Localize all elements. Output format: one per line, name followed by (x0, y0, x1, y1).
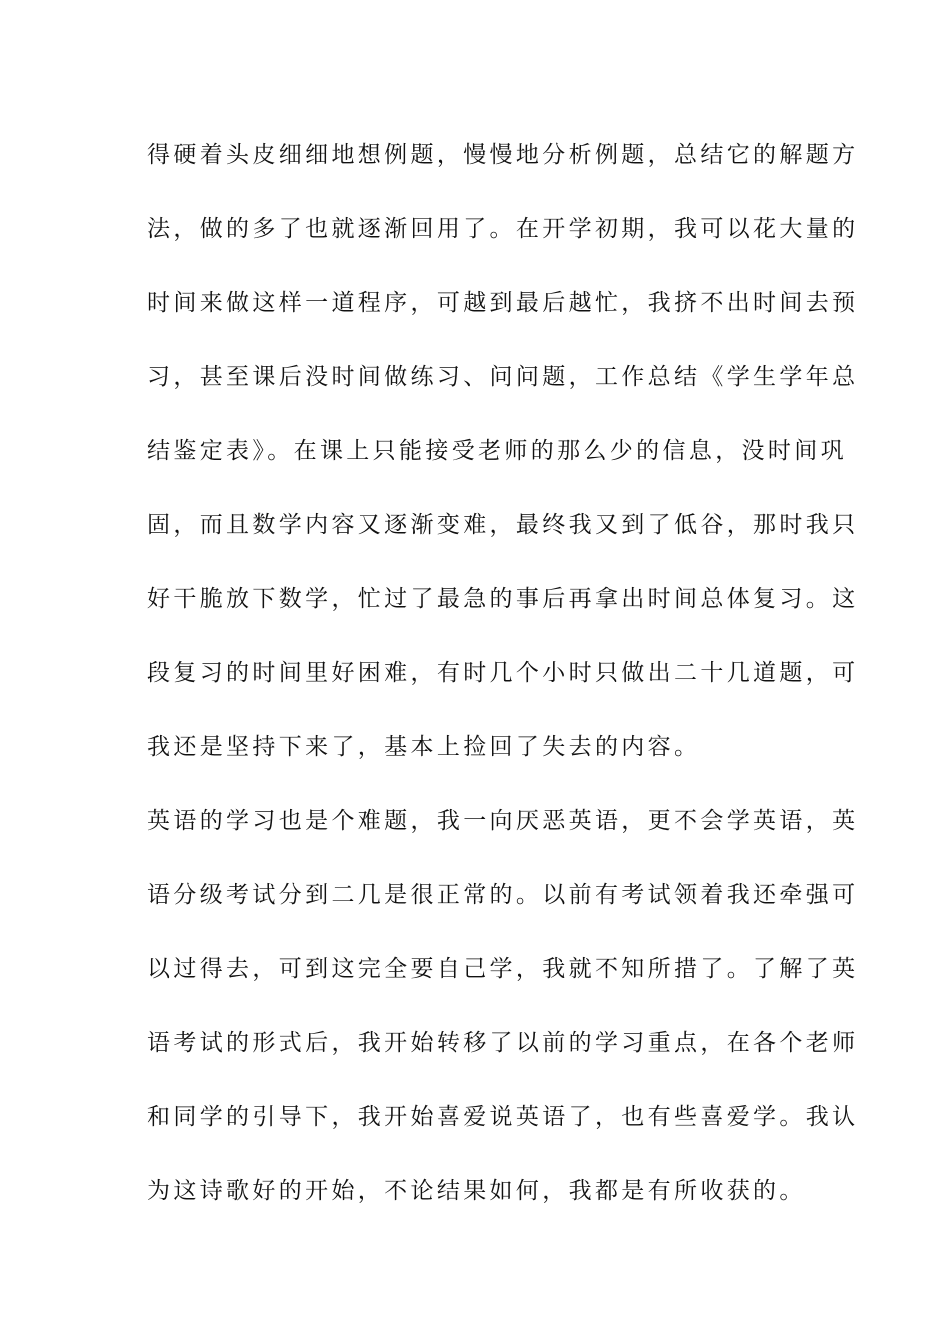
text-line: 语考试的形式后，我开始转移了以前的学习重点，在各个老师 (147, 1030, 859, 1056)
text-line: 我还是坚持下来了，基本上捡回了失去的内容。 (147, 734, 701, 760)
document-body (147, 118, 859, 1228)
text-line: 语分级考试分到二几是很正常的。以前有考试领着我还牵强可 (147, 882, 859, 908)
text-line: 英语的学习也是个难题，我一向厌恶英语，更不会学英语，英 (147, 808, 859, 834)
paragraph-english (147, 784, 859, 1228)
text-line: 和同学的引导下，我开始喜爱说英语了，也有些喜爱学。我认 (147, 1104, 859, 1130)
text-line: 固，而且数学内容又逐渐变难，最终我又到了低谷，那时我只 (147, 512, 859, 538)
paragraph-math (147, 118, 859, 784)
text-line: 为这诗歌好的开始，不论结果如何，我都是有所收获的。 (147, 1178, 806, 1204)
text-line: 习，甚至课后没时间做练习、问问题，工作总结《学生学年总 (147, 364, 859, 390)
text-line: 以过得去，可到这完全要自己学，我就不知所措了。了解了英 (147, 956, 859, 982)
text-line: 段复习的时间里好困难，有时几个小时只做出二十几道题，可 (147, 660, 859, 686)
text-line: 好干脆放下数学，忙过了最急的事后再拿出时间总体复习。这 (147, 586, 859, 612)
text-line: 得硬着头皮细细地想例题，慢慢地分析例题，总结它的解题方 (147, 142, 859, 168)
text-line: 结鉴定表》。在课上只能接受老师的那么少的信息，没时间巩 (147, 438, 847, 464)
text-line: 时间来做这样一道程序，可越到最后越忙，我挤不出时间去预 (147, 290, 859, 316)
text-line: 法，做的多了也就逐渐回用了。在开学初期，我可以花大量的 (147, 216, 859, 242)
